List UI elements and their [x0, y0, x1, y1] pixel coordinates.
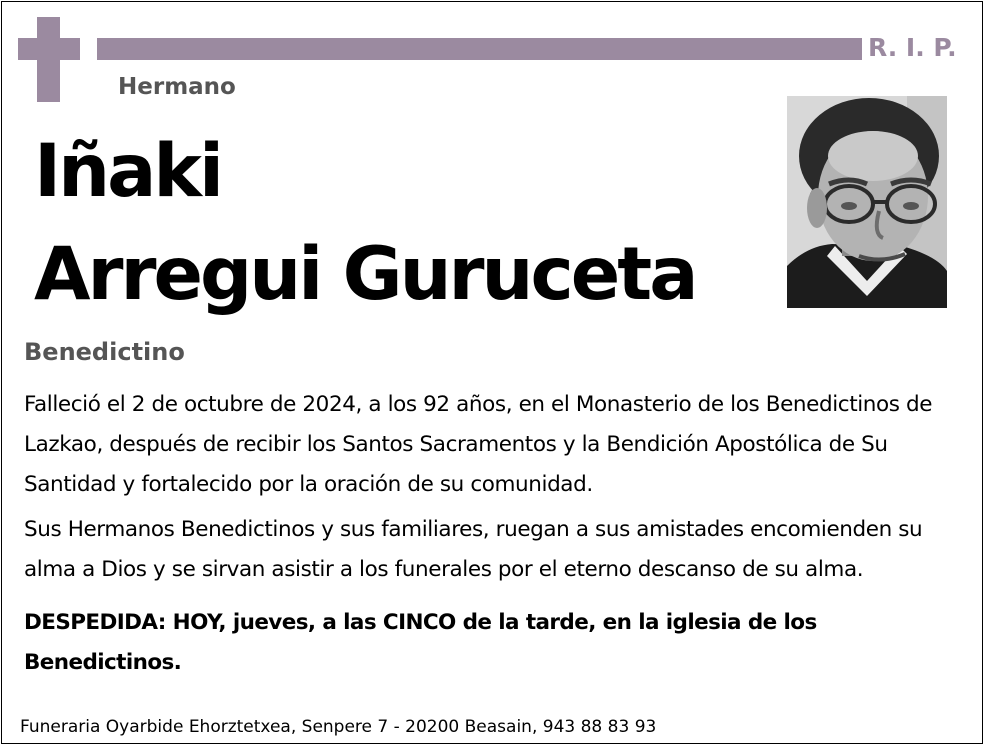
- death-announcement-paragraph: Falleció el 2 de octubre de 2024, a los 92 años, en el Monasterio de los Benedictinos de Lazkao, después de recibir los Santos Sacramentos y la Bendición Apostólica de Su Santidad y fortalecido por la oración de su comunidad.: [24, 392, 933, 497]
- deceased-surnames: Arregui Guruceta: [34, 232, 696, 317]
- religious-order: Benedictino: [24, 338, 185, 366]
- relation-label: Hermano: [118, 74, 236, 100]
- deceased-first-name: Iñaki: [34, 129, 221, 214]
- cross-icon-arm: [18, 38, 80, 60]
- rip-label: R. I. P.: [868, 33, 957, 62]
- farewell-paragraph: DESPEDIDA: HOY, jueves, a las CINCO de la tarde, en la iglesia de los Benedictinos.: [24, 610, 817, 675]
- request-paragraph: Sus Hermanos Benedictinos y sus familiares, ruegan a sus amistades encomienden su alma a Dios y se sirvan asistir a los funerales por el eterno descanso de su alma.: [24, 517, 923, 582]
- portrait-photo: [787, 96, 947, 308]
- funeral-home-footer: Funeraria Oyarbide Ehorztetxea, Senpere 7 - 20200 Beasain, 943 88 83 93: [20, 717, 657, 737]
- header-bar: [97, 38, 862, 60]
